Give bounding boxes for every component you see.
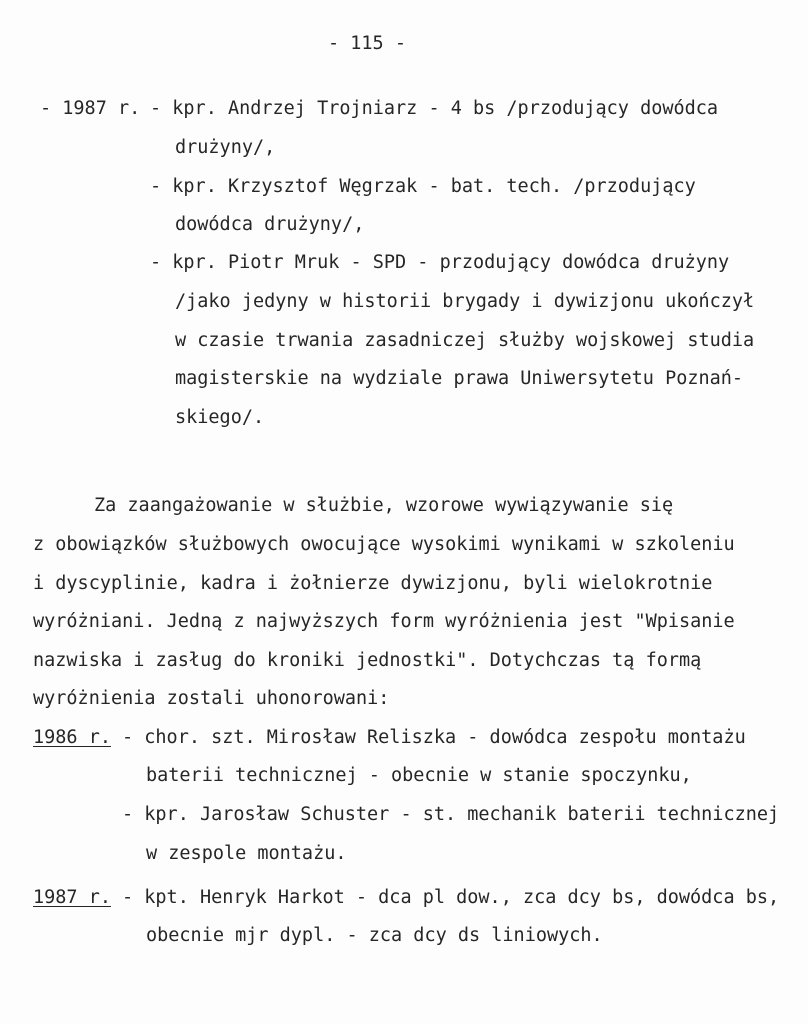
list1-entry-3-line-4: magisterskie na wydziale prawa Uniwersytetu Poznań- bbox=[175, 368, 744, 389]
list2-1986-entry-2-line-2: w zespole montażu. bbox=[146, 843, 347, 864]
paragraph-line-5: nazwiska i zasług do kroniki jednostki". Dotychczas tą formą bbox=[33, 650, 702, 671]
list1-entry-3-line-2: /jako jedyny w historii brygady i dywizjonu ukończył bbox=[175, 291, 755, 312]
paragraph-line-6: wyróżnienia zostali uhonorowani: bbox=[33, 688, 390, 709]
list2-year-1987: 1987 r. bbox=[33, 887, 111, 908]
list1-entry-1-line-1: - kpr. Andrzej Trojniarz - 4 bs /przodujący dowódca bbox=[150, 98, 719, 119]
list2-year-1986: 1986 r. bbox=[33, 727, 111, 748]
paragraph-line-4: wyróżniani. Jedną z najwyższych form wyróżnienia jest "Wpisanie bbox=[33, 611, 735, 632]
paragraph-line-2: z obowiązków służbowych owocujące wysokimi wynikami w szkoleniu bbox=[33, 534, 735, 555]
list1-entry-3-line-5: skiego/. bbox=[175, 407, 265, 428]
list2-1987-entry-1-line-1: - kpt. Henryk Harkot - dca pl dow., zca dcy bs, dowódca bs, bbox=[122, 887, 780, 908]
list1-entry-3-line-3: w czasie trwania zasadniczej służby wojskowej studia bbox=[175, 330, 755, 351]
list1-entry-2-line-1: - kpr. Krzysztof Węgrzak - bat. tech. /przodujący bbox=[150, 176, 696, 197]
list1-entry-1-line-2: drużyny/, bbox=[175, 137, 276, 158]
list2-1986-entry-1-line-2: baterii technicznej - obecnie w stanie spoczynku, bbox=[146, 765, 692, 786]
paragraph-line-1: Za zaangażowanie w służbie, wzorowe wywiązywanie się bbox=[94, 495, 674, 516]
page-number: - 115 - bbox=[328, 33, 406, 54]
list2-1987-entry-1-line-2: obecnie mjr dypl. - zca dcy ds liniowych. bbox=[146, 925, 603, 946]
paragraph-line-3: i dyscyplinie, kadra i żołnierze dywizjonu, byli wielokrotnie bbox=[33, 573, 713, 594]
list1-year: - 1987 r. bbox=[40, 98, 141, 119]
list2-1986-entry-1-line-1: - chor. szt. Mirosław Reliszka - dowódca zespołu montażu bbox=[122, 727, 746, 748]
list1-entry-2-line-2: dowódca drużyny/, bbox=[175, 214, 365, 235]
list2-1986-entry-2-line-1: - kpr. Jarosław Schuster - st. mechanik baterii technicznej bbox=[122, 804, 780, 825]
list1-entry-3-line-1: - kpr. Piotr Mruk - SPD - przodujący dowódca drużyny bbox=[150, 252, 730, 273]
